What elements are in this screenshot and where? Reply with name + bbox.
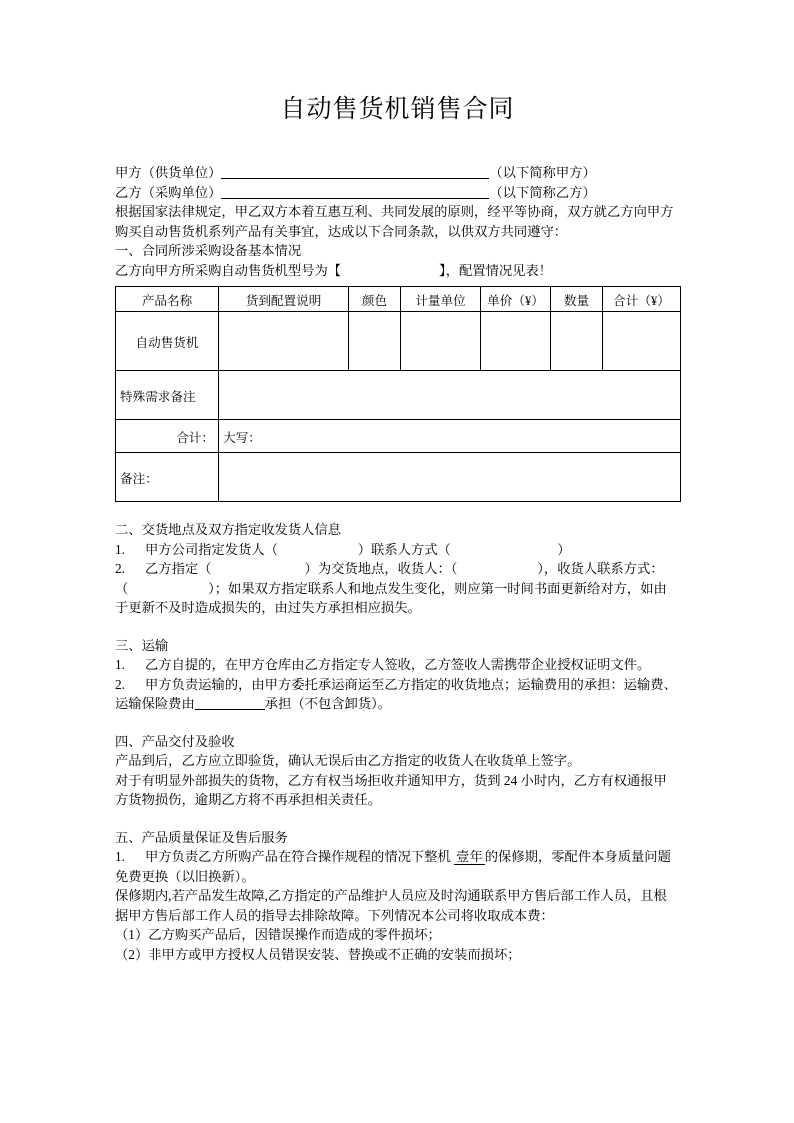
party-a-line: [115, 163, 680, 183]
section-4-paragraph-2: 对于有明显外部损失的货物，乙方有权当场拒收并通知甲方，货到 24 小时内，乙方有权通报甲方货物损伤，逾期乙方将不再承担相关责任。: [115, 772, 667, 807]
section-3-item-2-text-before: 甲方负责运输的，由甲方委托承运商运至乙方指定的收货地点；运输费用的承担：运输费、运输保险费由: [115, 676, 677, 711]
model-intro-before: 乙方向甲方所采购自动售货机型号为【: [115, 262, 342, 278]
section-2-item-1: [115, 540, 680, 560]
table-row-remark: [116, 453, 681, 502]
section-3-item-1: [115, 655, 680, 675]
cell-special-note-value[interactable]: [219, 371, 681, 420]
table-row-product: [116, 312, 681, 371]
section-5-list-item-1: （1）乙方购买产品后，因错误操作而造成的零件损坏；: [115, 927, 441, 942]
section-3-item-1-number: 1.: [115, 657, 125, 672]
section-2-item-1-number: 1.: [115, 541, 125, 557]
party-b-label: 乙方（采购单位）: [115, 184, 222, 200]
cell-color[interactable]: [349, 312, 401, 371]
total-capital-label: 大写：: [223, 430, 261, 445]
col-header-unit-price: 单价（¥）: [481, 287, 551, 312]
party-b-suffix: （以下简称乙方）: [489, 184, 596, 200]
col-header-total: 合计（¥）: [603, 287, 681, 312]
party-a-label: 甲方（供货单位）: [115, 165, 222, 180]
section-2-continuation: （ ）；如果双方指定联系人和地点发生变化，则应第一时间书面更新给对方，如由于更新不及时造成损失的，由过失方承担相应损失。: [115, 580, 667, 615]
col-header-color: 颜色: [349, 287, 401, 312]
section-3-item-1-text: 乙方自提的，在甲方仓库由乙方指定专人签收，乙方签收人需携带企业授权证明文件。: [145, 657, 651, 672]
preamble-paragraph: 根据国家法律规定，甲乙双方本着互惠互利、共同发展的原则，经平等协商，双方就乙方向甲方购买自动售货机系列产品有关事宜，达成以下合同条款，以供双方共同遵守：: [115, 204, 674, 239]
party-a-input[interactable]: [221, 164, 489, 179]
cell-unit[interactable]: [401, 312, 481, 371]
cell-unit-price[interactable]: [481, 312, 551, 371]
section-2-item-2-number: 2.: [115, 561, 125, 576]
table-header-row: [116, 287, 681, 312]
party-b-line: [115, 183, 680, 203]
section-4-heading: 四、产品交付及验收: [115, 733, 235, 749]
cell-total-capital[interactable]: [219, 420, 681, 453]
section-3-item-2-text-after: 承担（不包含卸货）。: [264, 696, 392, 711]
shipping-cost-bearer-input[interactable]: [195, 695, 265, 710]
cell-special-note-label: 特殊需求备注: [116, 371, 219, 420]
cell-quantity[interactable]: [551, 312, 603, 371]
section-5-heading: 五、产品质量保证及售后服务: [115, 829, 288, 845]
party-a-suffix: （以下简称甲方）: [489, 165, 596, 180]
col-header-quantity: 数量: [551, 287, 603, 312]
cell-remark-label: 备注：: [116, 453, 219, 502]
section-5-list-item-2: （2）非甲方或甲方授权人员错误安装、替换或不正确的安装而损坏；: [115, 946, 521, 962]
section-1-heading: 一、合同所涉采购设备基本情况: [115, 243, 302, 258]
table-row-special-note: [116, 371, 681, 420]
section-3-item-2-number: 2.: [115, 676, 125, 692]
page-title: 自动售货机销售合同: [280, 96, 515, 123]
section-5-item-1-text-after: 的保修期，零配件本身质量问题免费更换（以旧换新）。: [115, 849, 671, 884]
document-body: [115, 95, 680, 964]
section-5-item-1-text-before: 甲方负责乙方所购产品在符合操作规程的情况下整机: [145, 849, 451, 864]
section-5-item-1: [115, 847, 680, 886]
warranty-term-value[interactable]: 壹年: [456, 849, 483, 864]
cell-product-name: 自动售货机: [116, 312, 219, 371]
section-2-item-1-text: 甲方公司指定发货人（ ）联系人方式（ ）: [145, 541, 571, 557]
table-row-total: [116, 420, 681, 453]
spec-table: [115, 286, 681, 502]
col-header-unit: 计量单位: [401, 287, 481, 312]
cell-config-desc[interactable]: [219, 312, 349, 371]
section-2-item-2-text: 乙方指定（ ）为交货地点，收货人：（ ），收货人联系方式：: [145, 561, 664, 576]
section-4-paragraph-1: 产品到后，乙方应立即验货，确认无误后由乙方指定的收货人在收货单上签字。: [115, 753, 581, 768]
cell-remark-value[interactable]: [219, 453, 681, 502]
section-3-item-2: [115, 675, 680, 714]
section-2-heading: 二、交货地点及双方指定收发货人信息: [115, 522, 342, 537]
cell-total[interactable]: [603, 312, 681, 371]
section-1-model-line: [115, 261, 680, 281]
model-intro-after: 】，配置情况见表！: [439, 262, 553, 278]
section-5-item-1-number: 1.: [115, 849, 125, 864]
col-header-product-name: 产品名称: [116, 287, 219, 312]
cell-total-label: 合计：: [116, 420, 219, 453]
col-header-config-desc: 货到配置说明: [219, 287, 349, 312]
section-3-heading: 三、运输: [115, 637, 169, 653]
section-5-paragraph-2: 保修期内,若产品发生故障,乙方指定的产品维护人员应及时沟通联系甲方售后部工作人员，且根据甲方售后部工作人员的指导去排除故障。下列情况本公司将收取成本费：: [115, 888, 667, 923]
section-2-item-2: [115, 559, 680, 579]
party-b-input[interactable]: [221, 184, 489, 199]
